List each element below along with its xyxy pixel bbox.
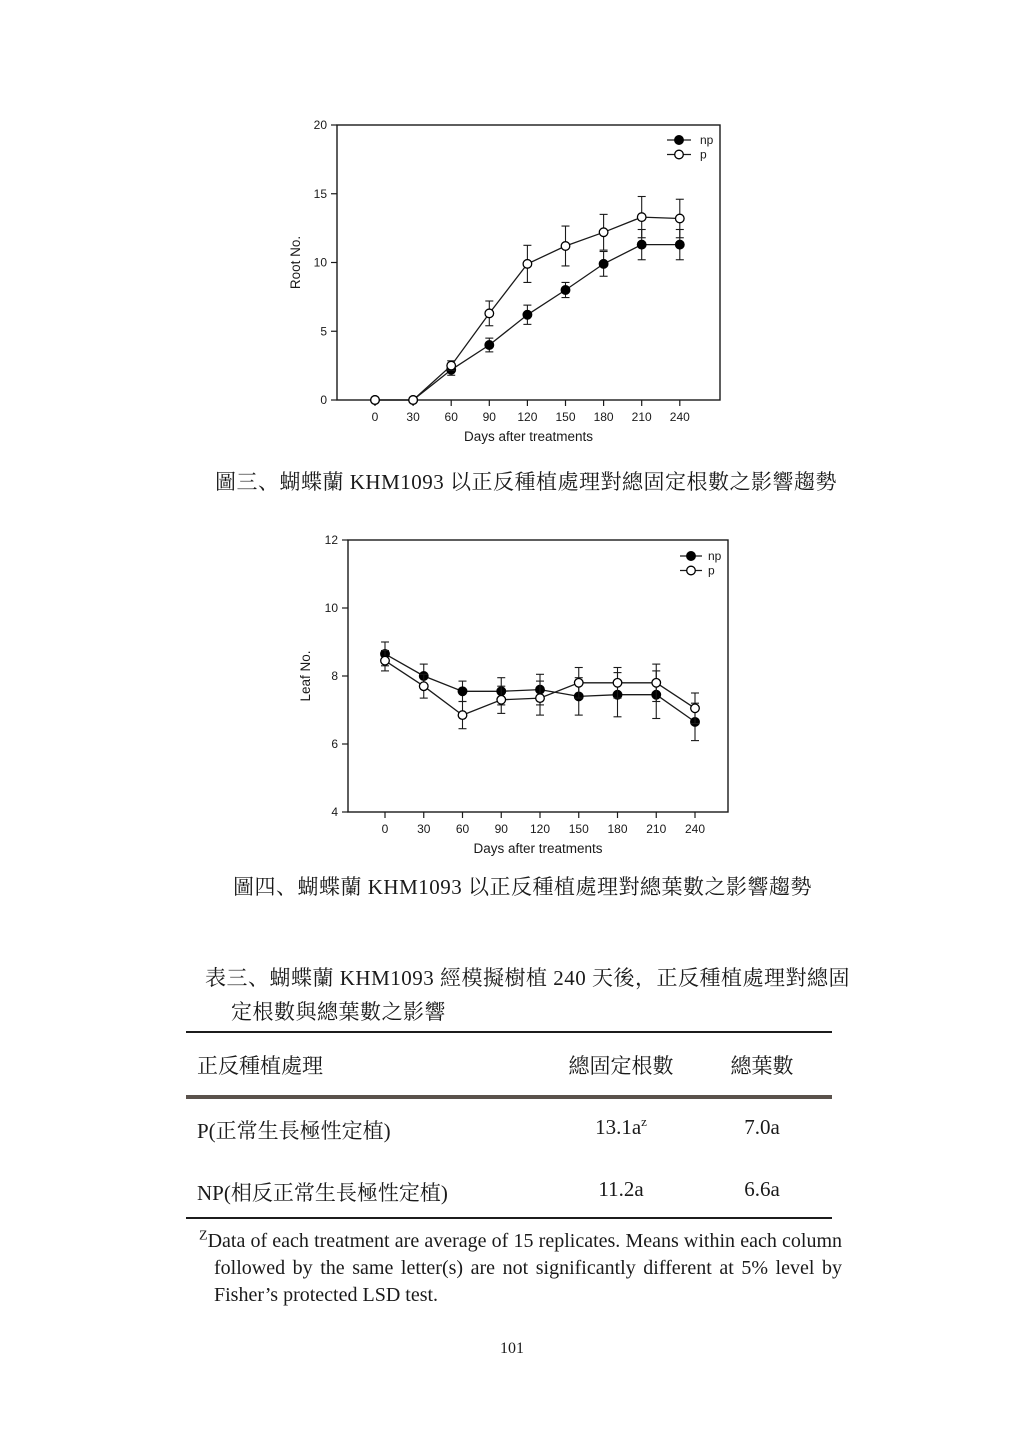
table3-caption-line1: 表三、蝴蝶蘭 KHM1093 經模擬樹植 240 天後，正反種植處理對總固: [205, 966, 851, 990]
open-circle-marker: [419, 682, 428, 691]
open-circle-marker: [458, 711, 467, 720]
legend-label: p: [700, 147, 707, 162]
table3-row1-roots-sup: z: [641, 1114, 647, 1129]
filled-circle-marker: [523, 310, 532, 319]
table3-header-roots: 總固定根數: [568, 1054, 674, 1078]
table3-footnote: [199, 1228, 842, 1309]
open-circle-marker: [652, 679, 661, 688]
x-tick-label: 60: [444, 410, 458, 424]
open-circle-marker: [523, 260, 532, 269]
table3-row1-leaves: 7.0a: [744, 1115, 780, 1139]
table3-row1-treatment: P(正常生長極性定植): [197, 1119, 391, 1143]
figure4-caption: 圖四、蝴蝶蘭 KHM1093 以正反種植處理對總葉數之影響趨勢: [233, 875, 813, 899]
x-tick-label: 240: [669, 410, 690, 424]
x-tick-label: 30: [417, 822, 431, 836]
table3-caption-line2: 定根數與總葉數之影響: [231, 1000, 446, 1024]
y-tick-label: 12: [324, 533, 338, 547]
x-tick-label: 150: [555, 410, 576, 424]
y-tick-label: 10: [324, 601, 338, 615]
table3-footnote-sup: Z: [199, 1228, 208, 1244]
figure3-caption: 圖三、蝴蝶蘭 KHM1093 以正反種植處理對總固定根數之影響趨勢: [215, 470, 838, 494]
table3-row2-leaves: 6.6a: [744, 1177, 780, 1201]
open-circle-marker: [485, 309, 494, 318]
x-tick-label: 240: [684, 822, 706, 836]
table3-row2-roots-value: 11.2a: [598, 1177, 644, 1201]
x-tick-label: 150: [568, 822, 589, 836]
y-axis-label: Root No.: [288, 235, 303, 290]
open-circle-marker: [613, 679, 622, 688]
figure4-leaf-no-chart: [290, 525, 760, 875]
filled-circle-marker: [676, 240, 685, 249]
y-tick-label: 10: [313, 255, 327, 270]
legend-filled-circle: [675, 136, 684, 145]
x-tick-label: 180: [593, 410, 614, 424]
table3-row1-roots-value: 13.1a: [595, 1115, 642, 1139]
open-circle-marker: [637, 213, 646, 222]
open-circle-marker: [381, 656, 390, 665]
open-circle-marker: [676, 214, 685, 223]
fig3-svg: [280, 110, 760, 455]
y-axis-label: Leaf No.: [298, 650, 313, 702]
plot-frame: [348, 540, 728, 812]
open-circle-marker: [561, 242, 570, 251]
filled-circle-marker: [599, 260, 608, 269]
filled-circle-marker: [485, 341, 494, 350]
open-circle-marker: [536, 694, 545, 703]
y-tick-label: 20: [313, 118, 327, 132]
table3-row2-roots: [530, 1177, 712, 1202]
figure3-root-no-chart: [280, 110, 760, 460]
legend-label: np: [700, 133, 714, 147]
table3-bottom-rule: [186, 1217, 832, 1219]
open-circle-marker: [497, 696, 506, 705]
table-row: [186, 1177, 832, 1207]
table3-row1-roots: [530, 1115, 712, 1140]
y-tick-label: 4: [331, 805, 338, 819]
table3-header-rule: [186, 1095, 832, 1099]
y-tick-label: 8: [331, 669, 338, 683]
x-tick-label: 90: [494, 822, 508, 836]
table3-header-row: [186, 1050, 832, 1080]
filled-circle-marker: [458, 687, 467, 696]
open-circle-marker: [371, 396, 380, 405]
table3: [186, 1031, 832, 1221]
open-circle-marker: [574, 679, 583, 688]
x-tick-label: 180: [607, 822, 628, 836]
x-axis-label: Days after treatments: [473, 841, 603, 856]
open-circle-marker: [599, 228, 608, 237]
x-tick-label: 30: [406, 410, 420, 424]
legend-label: p: [708, 563, 715, 578]
table3-row2-treatment: NP(相反正常生長極性定植): [197, 1181, 448, 1205]
y-tick-label: 6: [331, 737, 338, 751]
table3-footnote-text: Data of each treatment are average of 15 replicates. Means within each column followed by the same letter(s) are not significantly different at 5% level by Fisher’s protected LSD test.: [207, 1230, 842, 1306]
fig4-svg: [290, 525, 760, 870]
legend-open-circle: [675, 150, 684, 159]
legend-filled-circle: [687, 552, 696, 561]
x-tick-label: 210: [646, 822, 667, 836]
table-row: [186, 1115, 832, 1145]
open-circle-marker: [447, 361, 456, 370]
x-tick-label: 210: [631, 410, 652, 424]
x-axis-label: Days after treatments: [463, 429, 594, 444]
x-tick-label: 90: [482, 410, 496, 424]
table3-header-leaves: 總葉數: [730, 1054, 794, 1078]
table3-top-rule: [186, 1031, 832, 1033]
filled-circle-marker: [637, 240, 646, 249]
y-tick-label: 5: [320, 324, 327, 339]
y-tick-label: 0: [320, 393, 327, 407]
table3-header-treatment: 正反種植處理: [197, 1054, 323, 1078]
filled-circle-marker: [561, 286, 570, 295]
y-tick-label: 15: [313, 186, 327, 201]
x-tick-label: 120: [529, 822, 551, 836]
x-tick-label: 0: [371, 410, 379, 424]
legend-open-circle: [687, 566, 696, 575]
open-circle-marker: [691, 704, 700, 713]
x-tick-label: 0: [381, 822, 389, 836]
page-number: 101: [500, 1340, 524, 1357]
legend-label: np: [708, 549, 722, 563]
open-circle-marker: [409, 396, 418, 405]
x-tick-label: 120: [517, 410, 538, 424]
x-tick-label: 60: [455, 822, 470, 836]
